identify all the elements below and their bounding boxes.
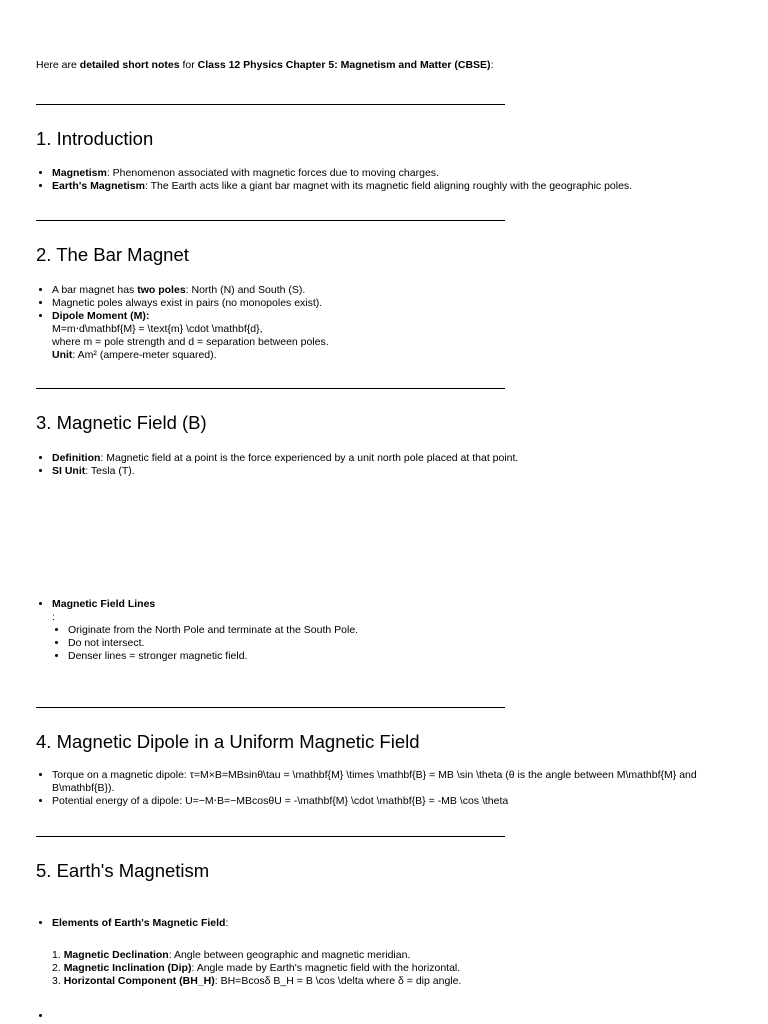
dipole-formula: M=m⋅d\mathbf{M} = \text{m} \cdot \mathbf{d}, — [52, 323, 263, 335]
field-lines-colon: : — [52, 611, 55, 623]
item-number: 1. — [52, 949, 64, 961]
item-text: : Magnetic field at a point is the force experienced by a unit north pole placed at that point. — [100, 452, 519, 464]
term-field-lines: Magnetic Field Lines — [52, 598, 156, 610]
term-two-poles: two poles — [137, 284, 186, 296]
divider — [36, 707, 505, 708]
term-declination: Magnetic Declination — [63, 949, 169, 961]
list-item — [52, 452, 752, 465]
list-item — [52, 284, 752, 297]
intro-strong-notes: detailed short notes — [79, 59, 180, 71]
item-text: : BH=Bcosδ B_H = B \cos \delta where δ = dip angle. — [214, 975, 462, 987]
divider — [36, 104, 505, 105]
spacer — [52, 930, 752, 949]
section-5-list — [36, 900, 752, 1023]
elements-heading — [52, 917, 752, 930]
sub-list-item: • Originate from the North Pole and terminate at the South Pole. — [68, 624, 752, 637]
section-1-list — [36, 167, 752, 193]
term-earths-magnetism: Earth's Magnetism — [52, 180, 145, 192]
term-dipole-moment: Dipole Moment (M) — [52, 310, 146, 322]
item-text: : — [225, 917, 229, 929]
list-item — [52, 465, 752, 478]
sub-list-item: • Do not intersect. — [68, 637, 752, 650]
list-item — [52, 900, 752, 988]
section-4-list — [36, 769, 752, 808]
item-text: : Am² (ampere-meter squared). — [72, 349, 217, 361]
numbered-item — [52, 962, 752, 975]
item-text: A bar magnet has — [52, 284, 138, 296]
intro-mid: for — [179, 59, 198, 71]
divider — [36, 836, 505, 837]
list-item — [52, 297, 752, 310]
torque-text: Torque on a magnetic dipole: τ=M×B=MBsinθ\tau = \mathbf{M} \times \mathbf{B} = MB \sin \theta (θ is the angle between M\mathbf{M} and B\mathbf{B}). — [52, 769, 697, 794]
intro-prefix: Here are — [36, 59, 80, 71]
section-3-list — [36, 452, 752, 478]
term-magnetism: Magnetism — [52, 167, 107, 179]
list-item — [52, 1010, 752, 1023]
elements-list — [52, 949, 752, 988]
item-text: : Angle made by Earth's magnetic field with the horizontal. — [191, 962, 461, 974]
section-5-title: 5. Earth's Magnetism — [36, 860, 210, 881]
blank-line — [52, 900, 752, 913]
item-text: Magnetic poles always exist in pairs (no monopoles exist). — [52, 297, 323, 309]
intro-strong-chapter: Class 12 Physics Chapter 5: Magnetism and Matter (CBSE) — [197, 59, 491, 71]
item-text: : Angle between geographic and magnetic meridian. — [168, 949, 411, 961]
term-definition: Definition — [52, 452, 101, 464]
list-item — [52, 310, 752, 362]
divider — [36, 388, 505, 389]
field-lines-list — [36, 598, 752, 663]
item-text: : North (N) and South (S). — [185, 284, 306, 296]
intro-suffix: : — [490, 59, 494, 71]
section-2-title: 2. The Bar Magnet — [36, 244, 189, 265]
list-item — [52, 795, 752, 808]
section-3-title: 3. Magnetic Field (B) — [36, 412, 207, 433]
list-item — [52, 769, 752, 795]
item-text: : Tesla (T). — [85, 465, 135, 477]
term-horizontal-component: Horizontal Component (BH_H) — [63, 975, 215, 987]
item-text: : The Earth acts like a giant bar magnet with its magnetic field aligning roughly with the geographic poles. — [144, 180, 633, 192]
item-number: 3. — [52, 975, 64, 987]
energy-text: Potential energy of a dipole: U=−M⋅B=−MBcosθU = -\mathbf{M} \cdot \mathbf{B} = -MB \cos \theta — [52, 795, 509, 807]
numbered-item — [52, 949, 752, 962]
field-lines-sublist — [52, 624, 752, 663]
item-text: : Phenomenon associated with magnetic forces due to moving charges. — [106, 167, 439, 179]
section-2-list — [36, 284, 752, 362]
dipole-where: where m = pole strength and d = separation between poles. — [52, 336, 329, 348]
list-item — [52, 167, 752, 180]
section-4-title: 4. Magnetic Dipole in a Uniform Magnetic Field — [36, 731, 420, 752]
item-number: 2. — [52, 962, 64, 974]
section-1-title: 1. Introduction — [36, 128, 154, 149]
term-colon: : — [145, 310, 150, 322]
sub-list-item: • Denser lines = stronger magnetic field. — [68, 650, 752, 663]
term-elements: Elements of Earth's Magnetic Field — [52, 917, 226, 929]
term-inclination: Magnetic Inclination (Dip) — [63, 962, 192, 974]
term-unit: Unit — [52, 349, 73, 361]
intro-line — [36, 59, 493, 71]
divider — [36, 220, 505, 221]
numbered-item — [52, 975, 752, 988]
list-item — [52, 180, 752, 193]
list-item — [52, 598, 752, 663]
term-si-unit: SI Unit — [52, 465, 86, 477]
